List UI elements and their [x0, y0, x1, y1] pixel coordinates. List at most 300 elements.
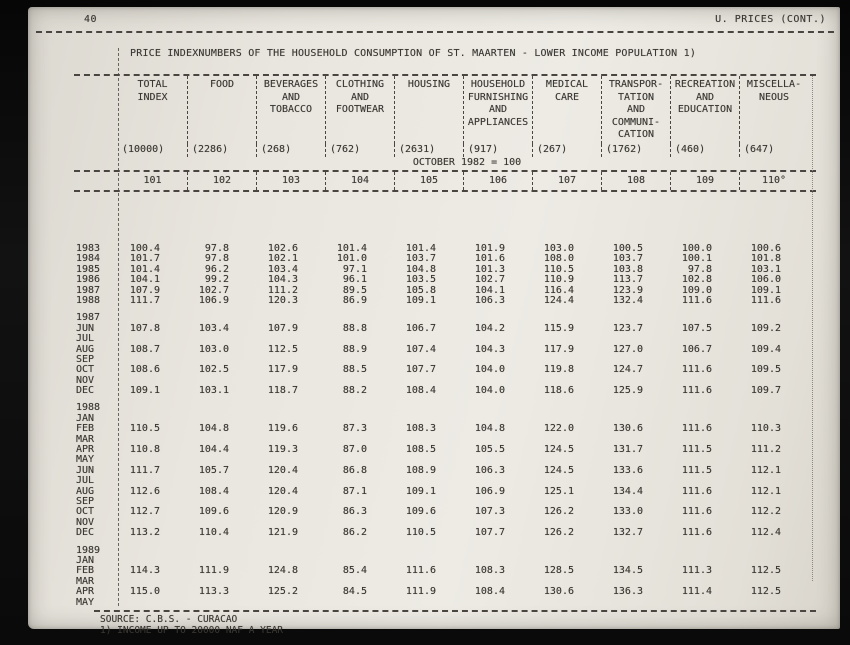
value-cell: 107.8	[129, 322, 160, 334]
value-cell: 115.0	[129, 586, 160, 598]
value-cell: 102.1	[267, 253, 298, 265]
row-label: FEB	[76, 565, 95, 577]
column-weight: (268)	[256, 144, 325, 157]
value-cell: 111.6	[681, 364, 712, 376]
row-label: FEB	[76, 423, 95, 435]
column-header: RECREATION AND EDUCATION	[670, 76, 739, 144]
value-cell: 111.5	[681, 444, 712, 456]
row-label: 1989	[76, 544, 101, 556]
value-cell: 102.7	[474, 274, 505, 286]
header-rule	[36, 31, 834, 33]
value-cell: 109.7	[750, 385, 781, 397]
table-row	[74, 507, 816, 517]
value-cell: 109.0	[681, 284, 712, 296]
value-cell: 102.8	[681, 274, 712, 286]
base-note-row	[74, 157, 816, 170]
row-label: AUG	[76, 343, 95, 355]
value-cell: 107.7	[405, 364, 436, 376]
table-row	[74, 546, 816, 556]
table-left-dashed-line	[118, 48, 119, 606]
value-cell: 132.4	[612, 294, 643, 306]
value-cell: 89.5	[342, 284, 367, 296]
value-cell: 121.9	[267, 527, 298, 539]
column-header: TRANSPOR- TATION AND COMMUNI- CATION	[601, 76, 670, 144]
value-cell: 108.3	[405, 423, 436, 435]
row-values	[118, 275, 816, 285]
value-cell: 108.7	[129, 343, 160, 355]
value-cell: 120.9	[267, 506, 298, 518]
table-row	[74, 566, 816, 576]
row-values	[118, 445, 816, 455]
column-header: MEDICAL CARE	[532, 76, 601, 144]
table-row	[74, 403, 816, 413]
value-cell: 103.0	[198, 343, 229, 355]
source-line: SOURCE: C.B.S. - CURACAO	[100, 613, 238, 625]
table-row	[74, 386, 816, 396]
row-values	[118, 566, 816, 576]
column-weight: (267)	[532, 144, 601, 157]
value-cell: 111.9	[405, 586, 436, 598]
column-header: TOTAL INDEX	[137, 79, 168, 103]
row-values	[118, 424, 816, 434]
value-cell: 101.3	[474, 263, 505, 275]
row-values	[118, 598, 816, 608]
row-values	[118, 365, 816, 375]
value-cell: 105.8	[405, 284, 436, 296]
column-header: HOUSING	[394, 76, 463, 144]
column-code: 106	[463, 172, 532, 190]
page-header	[84, 14, 826, 25]
value-cell: 103.1	[198, 385, 229, 397]
row-label: DEC	[76, 527, 95, 539]
value-cell: 110.9	[543, 274, 574, 286]
value-cell: 112.4	[750, 527, 781, 539]
column-code: 107	[532, 172, 601, 190]
column-header-row	[74, 76, 816, 144]
value-cell: 112.1	[750, 485, 781, 497]
value-cell: 88.2	[342, 385, 367, 397]
value-cell: 108.4	[474, 586, 505, 598]
value-cell: 103.4	[267, 263, 298, 275]
value-cell: 102.7	[198, 284, 229, 296]
value-cell: 113.3	[198, 586, 229, 598]
value-cell: 119.3	[267, 444, 298, 456]
value-cell: 109.6	[405, 506, 436, 518]
column-header: BEVERAGES AND TOBACCO	[256, 76, 325, 144]
value-cell: 112.5	[750, 565, 781, 577]
value-cell: 103.1	[750, 263, 781, 275]
row-label: JUL	[76, 333, 95, 345]
value-cell: 123.7	[612, 322, 643, 334]
value-cell: 136.3	[612, 586, 643, 598]
value-cell: 114.3	[129, 565, 160, 577]
row-label: JAN	[76, 412, 95, 424]
value-cell: 123.9	[612, 284, 643, 296]
value-cell: 84.5	[342, 586, 367, 598]
value-cell: 126.2	[543, 527, 574, 539]
value-cell: 111.2	[267, 284, 298, 296]
value-cell: 100.5	[612, 243, 643, 254]
table-row	[74, 334, 816, 344]
value-cell: 125.2	[267, 586, 298, 598]
value-cell: 132.7	[612, 527, 643, 539]
value-cell: 107.9	[129, 284, 160, 296]
table-right-dotted-line	[812, 76, 813, 581]
row-label: MAR	[76, 575, 95, 587]
value-cell: 110.5	[405, 527, 436, 539]
value-cell: 122.0	[543, 423, 574, 435]
value-cell: 113.7	[612, 274, 643, 286]
value-cell: 87.0	[342, 444, 367, 456]
value-cell: 113.2	[129, 527, 160, 539]
value-cell: 106.0	[750, 274, 781, 286]
value-cell: 111.5	[681, 464, 712, 476]
row-label: SEP	[76, 495, 95, 507]
value-cell: 88.9	[342, 343, 367, 355]
spacer-row	[74, 306, 816, 313]
value-cell: 106.7	[405, 322, 436, 334]
value-cell: 118.7	[267, 385, 298, 397]
column-weight: (2286)	[187, 144, 256, 157]
row-label: 1987	[76, 284, 101, 296]
value-cell: 104.0	[474, 364, 505, 376]
table-row	[74, 365, 816, 375]
value-cell: 111.7	[129, 464, 160, 476]
value-cell: 111.9	[198, 565, 229, 577]
base-note: OCTOBER 1982 = 100	[412, 157, 522, 168]
value-cell: 100.6	[750, 243, 781, 254]
value-cell: 106.7	[681, 343, 712, 355]
value-cell: 104.8	[198, 423, 229, 435]
value-cell: 106.9	[198, 294, 229, 306]
value-cell: 86.9	[342, 294, 367, 306]
value-cell: 111.6	[681, 385, 712, 397]
column-weight: (1762)	[601, 144, 670, 157]
table-row	[74, 324, 816, 334]
value-cell: 130.6	[612, 423, 643, 435]
column-code: 110°	[739, 172, 808, 190]
column-code: 102	[187, 172, 256, 190]
value-cell: 109.1	[129, 385, 160, 397]
table-title-row	[74, 48, 816, 74]
value-cell: 106.9	[474, 485, 505, 497]
column-header: FOOD	[187, 76, 256, 144]
value-cell: 111.6	[405, 565, 436, 577]
value-cell: 117.9	[543, 343, 574, 355]
row-label: 1985	[76, 263, 101, 275]
row-label: DEC	[76, 385, 95, 397]
value-cell: 109.1	[750, 284, 781, 296]
row-values	[118, 528, 816, 538]
value-cell: 120.4	[267, 464, 298, 476]
value-cell: 104.3	[267, 274, 298, 286]
row-label: 1988	[76, 402, 101, 414]
value-cell: 108.0	[543, 253, 574, 265]
table-row	[74, 345, 816, 355]
column-code: 104	[325, 172, 394, 190]
row-label: JAN	[76, 554, 95, 566]
value-cell: 107.4	[405, 343, 436, 355]
table-row	[74, 598, 816, 608]
table-row	[74, 487, 816, 497]
column-code: 105	[394, 172, 463, 190]
value-cell: 110.5	[543, 263, 574, 275]
value-cell: 87.1	[342, 485, 367, 497]
value-cell: 109.2	[750, 322, 781, 334]
row-label: MAY	[76, 454, 95, 466]
value-cell: 112.5	[750, 586, 781, 598]
column-weight-row	[74, 144, 816, 157]
row-values	[118, 466, 816, 476]
value-cell: 109.1	[405, 294, 436, 306]
row-label: JUL	[76, 475, 95, 487]
column-weight: (917)	[463, 144, 532, 157]
table-title: PRICE INDEXNUMBERS OF THE HOUSEHOLD CONSUMPTION OF ST. MAARTEN - LOWER INCOME POPULATION 1)	[130, 48, 697, 59]
value-cell: 111.6	[681, 423, 712, 435]
column-weight: (2631)	[394, 144, 463, 157]
value-cell: 107.5	[681, 322, 712, 334]
row-label: 1987	[76, 312, 101, 324]
value-cell: 125.9	[612, 385, 643, 397]
value-cell: 86.3	[342, 506, 367, 518]
value-cell: 96.2	[204, 263, 229, 275]
value-cell: 103.7	[612, 253, 643, 265]
row-label: AUG	[76, 485, 95, 497]
value-cell: 88.8	[342, 322, 367, 334]
value-cell: 111.7	[129, 294, 160, 306]
value-cell: 101.8	[750, 253, 781, 265]
row-label: 1986	[76, 274, 101, 286]
value-cell: 104.1	[474, 284, 505, 296]
column-weight: (647)	[739, 144, 808, 157]
value-cell: 108.5	[405, 444, 436, 456]
row-label: 1984	[76, 253, 101, 265]
table-footer	[74, 612, 816, 637]
value-cell: 117.9	[267, 364, 298, 376]
column-header: MISCELLA- NEOUS	[739, 76, 808, 144]
value-cell: 111.6	[681, 294, 712, 306]
value-cell: 108.4	[405, 385, 436, 397]
value-cell: 111.6	[681, 485, 712, 497]
value-cell: 110.3	[750, 423, 781, 435]
footnote-line: 1) INCOME UP TO 20000 NAF A YEAR	[100, 625, 284, 637]
value-cell: 107.7	[474, 527, 505, 539]
value-cell: 124.4	[543, 294, 574, 306]
value-cell: 103.8	[612, 263, 643, 275]
value-cell: 133.6	[612, 464, 643, 476]
value-cell: 101.6	[474, 253, 505, 265]
value-cell: 104.0	[474, 385, 505, 397]
row-values	[118, 507, 816, 517]
value-cell: 108.4	[198, 485, 229, 497]
value-cell: 112.1	[750, 464, 781, 476]
row-values	[118, 334, 816, 344]
value-cell: 97.8	[687, 263, 712, 275]
value-cell: 108.3	[474, 565, 505, 577]
spacer-row	[74, 539, 816, 546]
value-cell: 85.4	[342, 565, 367, 577]
row-values	[118, 403, 816, 413]
value-cell: 104.8	[474, 423, 505, 435]
column-code: 108	[601, 172, 670, 190]
value-cell: 101.4	[405, 243, 436, 254]
column-header: HOUSEHOLD FURNISHING AND APPLIANCES	[463, 76, 532, 144]
column-weight: (460)	[670, 144, 739, 157]
value-cell: 120.3	[267, 294, 298, 306]
value-cell: 100.1	[681, 253, 712, 265]
row-values	[118, 487, 816, 497]
value-cell: 134.5	[612, 565, 643, 577]
price-index-table	[74, 48, 816, 637]
value-cell: 102.6	[267, 243, 298, 254]
page-number: 40	[84, 14, 98, 25]
column-code: 101	[143, 175, 162, 186]
value-cell: 126.2	[543, 506, 574, 518]
table-row	[74, 275, 816, 285]
value-cell: 111.6	[681, 506, 712, 518]
row-label: OCT	[76, 506, 95, 518]
value-cell: 106.3	[474, 294, 505, 306]
value-cell: 130.6	[543, 586, 574, 598]
value-cell: 109.1	[405, 485, 436, 497]
value-cell: 127.0	[612, 343, 643, 355]
value-cell: 103.0	[543, 243, 574, 254]
value-cell: 96.1	[342, 274, 367, 286]
table-row	[74, 424, 816, 434]
column-code: 109	[670, 172, 739, 190]
value-cell: 109.5	[750, 364, 781, 376]
row-values	[118, 296, 816, 306]
value-cell: 124.7	[612, 364, 643, 376]
value-cell: 110.4	[198, 527, 229, 539]
value-cell: 100.4	[129, 243, 160, 254]
section-header: U. PRICES (CONT.)	[715, 14, 826, 25]
value-cell: 104.3	[474, 343, 505, 355]
value-cell: 103.4	[198, 322, 229, 334]
spacer-row	[74, 396, 816, 403]
value-cell: 133.0	[612, 506, 643, 518]
value-cell: 101.4	[129, 263, 160, 275]
value-cell: 105.7	[198, 464, 229, 476]
scanned-page	[28, 7, 840, 637]
row-label: NOV	[76, 374, 95, 386]
table-row	[74, 466, 816, 476]
value-cell: 124.8	[267, 565, 298, 577]
value-cell: 111.2	[750, 444, 781, 456]
value-cell: 115.9	[543, 322, 574, 334]
column-header: CLOTHING AND FOOTWEAR	[325, 76, 394, 144]
value-cell: 101.9	[474, 243, 505, 254]
column-weight: (762)	[325, 144, 394, 157]
column-code: 103	[256, 172, 325, 190]
row-label: OCT	[76, 364, 95, 376]
row-label: JUN	[76, 322, 95, 334]
value-cell: 111.6	[681, 527, 712, 539]
row-values	[118, 546, 816, 556]
value-cell: 106.3	[474, 464, 505, 476]
row-values	[118, 345, 816, 355]
value-cell: 120.4	[267, 485, 298, 497]
table-row	[74, 587, 816, 597]
value-cell: 118.6	[543, 385, 574, 397]
row-label: APR	[76, 444, 95, 456]
row-values	[118, 587, 816, 597]
value-cell: 88.5	[342, 364, 367, 376]
value-cell: 109.4	[750, 343, 781, 355]
value-cell: 110.8	[129, 444, 160, 456]
value-cell: 124.5	[543, 464, 574, 476]
row-label: SEP	[76, 353, 95, 365]
row-label: NOV	[76, 516, 95, 528]
value-cell: 105.5	[474, 444, 505, 456]
row-label: MAY	[76, 596, 95, 608]
value-cell: 125.1	[543, 485, 574, 497]
value-cell: 109.6	[198, 506, 229, 518]
table-row	[74, 528, 816, 538]
row-label: JUN	[76, 464, 95, 476]
value-cell: 99.2	[204, 274, 229, 286]
row-values	[118, 386, 816, 396]
value-cell: 112.5	[267, 343, 298, 355]
value-cell: 116.4	[543, 284, 574, 296]
value-cell: 128.5	[543, 565, 574, 577]
value-cell: 107.3	[474, 506, 505, 518]
table-row	[74, 445, 816, 455]
value-cell: 111.4	[681, 586, 712, 598]
value-cell: 111.6	[750, 294, 781, 306]
value-cell: 112.7	[129, 506, 160, 518]
value-cell: 101.7	[129, 253, 160, 265]
table-body	[74, 192, 816, 608]
value-cell: 101.4	[336, 243, 367, 254]
column-code-row	[74, 172, 816, 190]
value-cell: 110.5	[129, 423, 160, 435]
row-label: 1983	[76, 243, 101, 254]
value-cell: 86.8	[342, 464, 367, 476]
value-cell: 119.8	[543, 364, 574, 376]
value-cell: 104.2	[474, 322, 505, 334]
row-values	[118, 324, 816, 334]
row-label: APR	[76, 586, 95, 598]
value-cell: 97.1	[342, 263, 367, 275]
value-cell: 124.5	[543, 444, 574, 456]
value-cell: 103.5	[405, 274, 436, 286]
value-cell: 107.9	[267, 322, 298, 334]
value-cell: 86.2	[342, 527, 367, 539]
value-cell: 104.8	[405, 263, 436, 275]
value-cell: 134.4	[612, 485, 643, 497]
value-cell: 87.3	[342, 423, 367, 435]
value-cell: 111.3	[681, 565, 712, 577]
value-cell: 104.4	[198, 444, 229, 456]
row-label: MAR	[76, 433, 95, 445]
value-cell: 131.7	[612, 444, 643, 456]
value-cell: 108.9	[405, 464, 436, 476]
value-cell: 119.6	[267, 423, 298, 435]
value-cell: 102.5	[198, 364, 229, 376]
value-cell: 104.1	[129, 274, 160, 286]
value-cell: 103.7	[405, 253, 436, 265]
value-cell: 112.6	[129, 485, 160, 497]
table-row	[74, 296, 816, 306]
value-cell: 100.0	[681, 243, 712, 254]
value-cell: 97.8	[204, 253, 229, 265]
value-cell: 108.6	[129, 364, 160, 376]
value-cell: 112.2	[750, 506, 781, 518]
value-cell: 97.8	[204, 243, 229, 254]
column-weight: (10000)	[122, 144, 165, 155]
value-cell: 101.0	[336, 253, 367, 265]
